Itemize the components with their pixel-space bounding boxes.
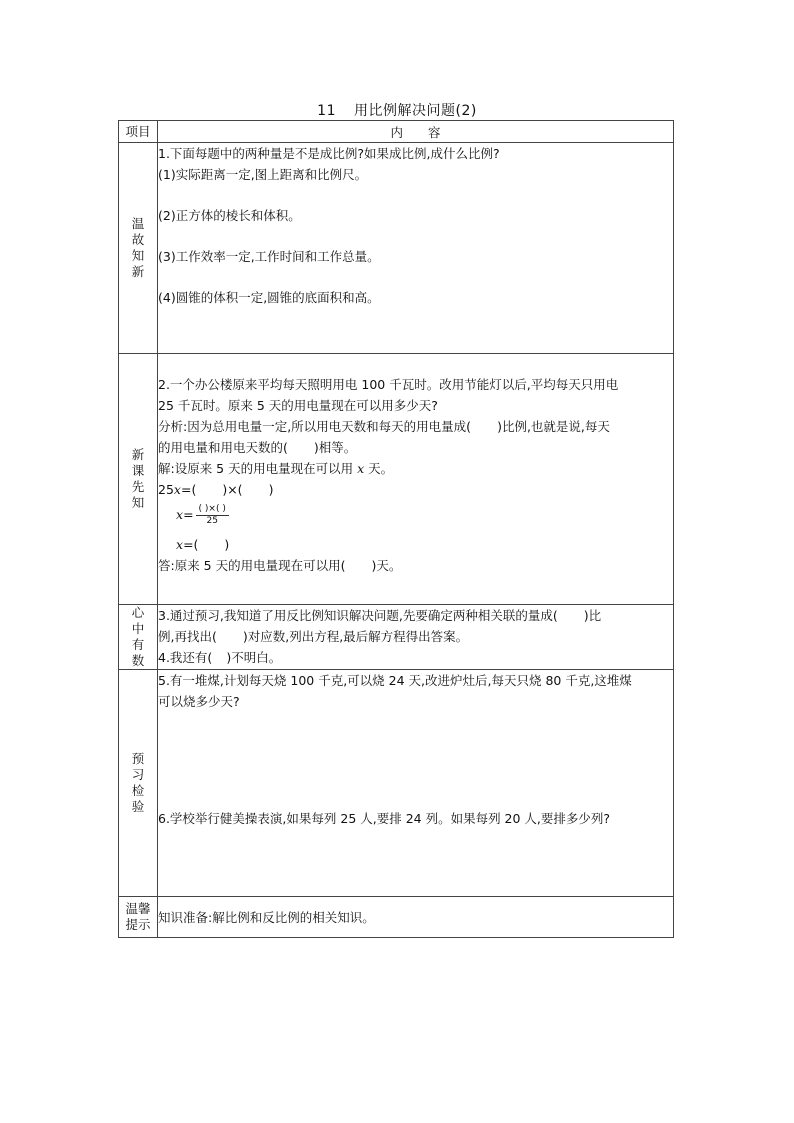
label-char: 知 (131, 495, 145, 510)
label-new (119, 354, 158, 605)
label-char: 课 (131, 463, 145, 478)
label-char: 知 (131, 248, 145, 263)
question-3-line2: 例,再找出( )对应数,列出方程,最后解方程得出答案。 (158, 629, 469, 644)
title-number: 11 (317, 103, 336, 119)
question-2-line1: 2.一个办公楼原来平均每天照明用电 100 千瓦时。改用节能灯以后,平均每天只用电 (158, 377, 619, 392)
row-check (119, 670, 674, 897)
title-text: 用比例解决问题(2) (353, 103, 477, 119)
label-char: 提示 (125, 917, 151, 932)
question-6: 6.学校举行健美操表演,如果每列 25 人,要排 24 列。如果每列 20 人,要排多少列? (158, 811, 611, 826)
label-char: 中 (131, 621, 145, 636)
content-new (158, 354, 674, 605)
fraction: $\frac{( )\times( )}{25}$ (196, 504, 229, 527)
content-mind (158, 605, 674, 670)
question-1-c: (3)工作效率一定,工作时间和工作总量。 (158, 249, 380, 264)
header-row (119, 121, 674, 143)
page-title (0, 100, 794, 120)
label-mind (119, 605, 158, 670)
question-1-d: (4)圆锥的体积一定,圆锥的底面积和高。 (158, 290, 380, 305)
label-char: 先 (131, 479, 145, 494)
label-review (119, 143, 158, 354)
question-1: 1.下面每题中的两种量是不是成比例?如果成比例,成什么比例? (158, 146, 500, 161)
label-char: 故 (131, 232, 145, 247)
equation-1: 25x=( )×( ) (158, 482, 274, 497)
analysis-line1: 分析:因为总用电量一定,所以用电天数和每天的用电量成( )比例,也就是说,每天 (158, 419, 610, 434)
label-char: 验 (131, 799, 145, 814)
content-tip (158, 897, 674, 938)
label-char: 温馨 (125, 901, 151, 916)
row-tip (119, 897, 674, 938)
content-check (158, 670, 674, 897)
question-1-b: (2)正方体的棱长和体积。 (158, 208, 301, 223)
question-3-line1: 3.通过预习,我知道了用反比例知识解决问题,先要确定两种相关联的量成( )比 (158, 608, 602, 623)
row-mind (119, 605, 674, 670)
label-char: 新 (131, 447, 145, 462)
label-char: 习 (131, 767, 145, 782)
label-tip (119, 897, 158, 938)
question-4: 4.我还有( )不明白。 (158, 650, 282, 665)
label-char: 有 (131, 637, 145, 652)
question-1-a: (1)实际距离一定,图上距离和比例尺。 (158, 167, 368, 182)
row-new (119, 354, 674, 605)
label-char: 心 (131, 605, 145, 620)
row-review (119, 143, 674, 354)
label-char: 数 (131, 653, 145, 668)
tip-text: 知识准备:解比例和反比例的相关知识。 (158, 909, 375, 925)
label-char: 预 (131, 751, 145, 766)
label-check (119, 670, 158, 897)
solution-setup: 解:设原来 5 天的用电量现在可以用 x 天。 (158, 461, 394, 476)
question-2-line2: 25 千瓦时。原来 5 天的用电量现在可以用多少天? (158, 398, 438, 413)
equation-3: x=( ) (176, 537, 230, 552)
analysis-line2: 的用电量和用电天数的( )相等。 (158, 440, 357, 455)
header-content: 内 容 (158, 121, 674, 143)
question-5-line1: 5.有一堆煤,计划每天烧 100 千克,可以烧 24 天,改进炉灶后,每天只烧 80 千克,这堆煤 (158, 673, 632, 688)
equation-2: x= $\frac{( )\times( )}{25}$ (158, 500, 673, 530)
label-char: 新 (131, 264, 145, 279)
label-char: 温 (131, 216, 145, 231)
label-char: 检 (131, 783, 145, 798)
worksheet-table (118, 120, 674, 938)
answer-2: 答:原来 5 天的用电量现在可以用( )天。 (158, 558, 402, 573)
content-review (158, 143, 674, 354)
header-project: 项目 (119, 121, 158, 143)
question-5-line2: 可以烧多少天? (158, 694, 240, 709)
